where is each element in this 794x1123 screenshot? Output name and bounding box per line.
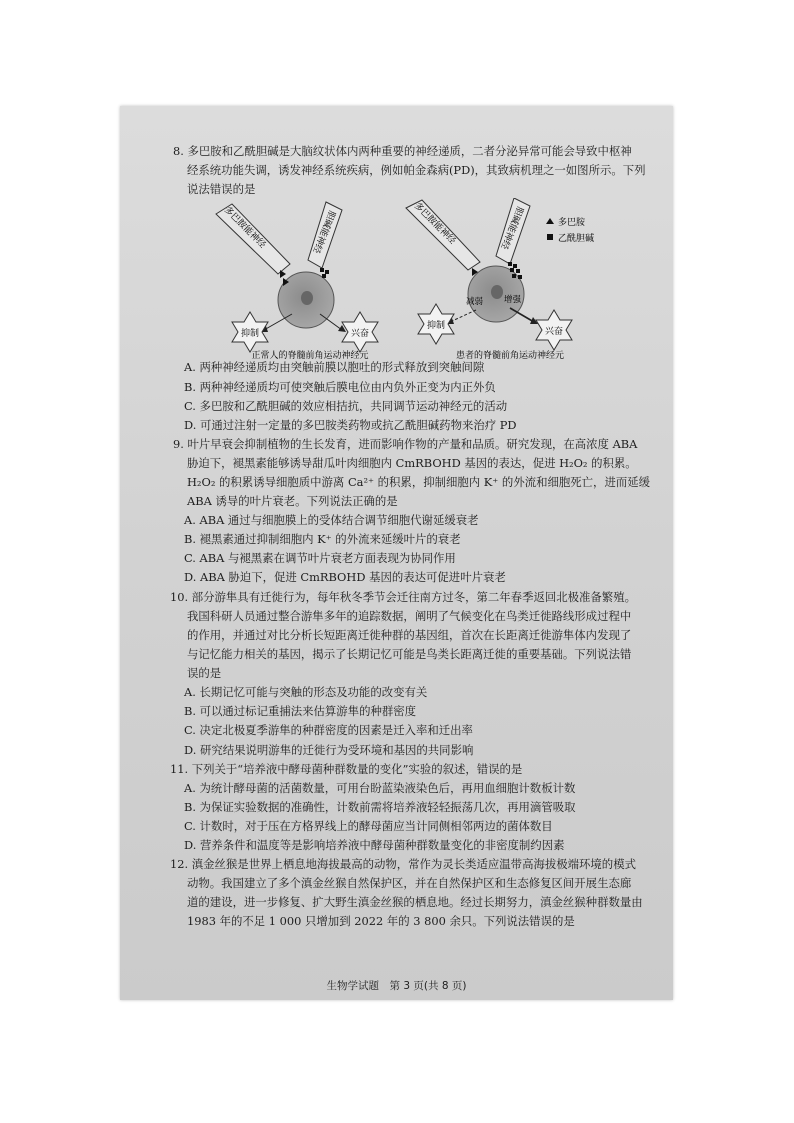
q9-stem-line-4: ABA 诱导的叶片衰老。下列说法正确的是: [187, 494, 398, 508]
label-ach-nerve-right: 胆碱能神经: [498, 204, 525, 251]
synapse-diagram: [210, 198, 630, 360]
caption-patient: 患者的脊髓前角运动神经元: [455, 351, 565, 360]
q8-stem-line-3: 说法错误的是: [187, 182, 256, 196]
normal-panel: [216, 202, 378, 360]
q10-option-d: D. 研究结果说明游隼的迁徙行为受环境和基因的共同影响: [184, 743, 474, 757]
label-dopamine-nerve-right: 多巴胺能神经: [411, 201, 458, 247]
label-inhibit-right: 抑制: [426, 321, 446, 331]
legend-ach-icon: [547, 234, 553, 240]
ach-mark: [508, 262, 512, 266]
caption-normal: 正常人的脊髓前角运动神经元: [251, 351, 369, 360]
ach-mark: [325, 270, 329, 274]
page-footer: 生物学试题 第 3 页(共 8 页): [326, 980, 467, 992]
q12-stem-line-1: 12. 滇金丝猴是世界上栖息地海拔最高的动物，常作为灵长类适应温带高海拔极端环境的模式: [170, 857, 636, 871]
nucleus-right: [491, 285, 503, 299]
nucleus-left: [301, 291, 313, 305]
q9-option-a: A. ABA 通过与细胞膜上的受体结合调节细胞代谢延缓衰老: [184, 513, 479, 527]
q9-stem-line-2: 胁迫下，褪黑素能够诱导甜瓜叶肉细胞内 CmRBOHD 基因的表达，促进 H₂O₂ 的积累。: [187, 456, 637, 470]
q8-option-b: B. 两种神经递质均可使突触后膜电位由内负外正变为内正外负: [184, 380, 496, 394]
q11-stem-line-1: 11. 下列关于“培养液中酵母菌种群数量的变化”实验的叙述，错误的是: [170, 762, 523, 776]
q8-option-c: C. 多巴胺和乙酰胆碱的效应相拮抗，共同调节运动神经元的活动: [184, 399, 508, 413]
legend-dopamine-label: 多巴胺: [558, 218, 586, 228]
q10-stem-line-5: 误的是: [187, 666, 222, 680]
label-ach-nerve-left: 胆碱能神经: [310, 208, 337, 255]
legend: [546, 216, 594, 244]
q11-option-c: C. 计数时，对于压在方格界线上的酵母菌应当计同侧相邻两边的菌体数目: [184, 819, 553, 833]
label-weaken: 减弱: [466, 297, 484, 307]
label-inhibit-left: 抑制: [240, 329, 260, 339]
q12-stem-line-4: 1983 年的不足 1 000 只增加到 2022 年的 3 800 余只。下列说法错误的是: [187, 914, 575, 928]
q9-option-d: D. ABA 胁迫下，促进 CmRBOHD 基因的表达可促进叶片衰老: [184, 570, 506, 584]
ach-mark: [518, 275, 522, 279]
exam-page: [120, 106, 673, 1000]
patient-panel: [406, 198, 572, 360]
q10-stem-line-4: 与记忆能力相关的基因，揭示了长期记忆可能是鸟类长距离迁徙的重要基础。下列说法错: [187, 647, 632, 661]
label-excite-right: 兴奋: [544, 327, 564, 337]
label-excite-left: 兴奋: [350, 329, 370, 339]
q8-stem-line-2: 经系统功能失调，诱发神经系统疾病，例如帕金森病(PD)，其致病机理之一如图所示。下列: [187, 163, 646, 177]
ach-mark: [516, 269, 520, 273]
q10-stem-line-1: 10. 部分游隼具有迁徙行为，每年秋冬季节会迁往南方过冬，第二年春季返回北极准备繁殖。: [170, 590, 636, 604]
q10-stem-line-2: 我国科研人员通过整合游隼多年的追踪数据，阐明了气候变化在鸟类迁徙路线形成过程中: [187, 609, 632, 623]
ach-mark: [510, 268, 514, 272]
ach-mark: [322, 274, 326, 278]
ach-mark: [320, 268, 324, 272]
ach-mark: [513, 264, 517, 268]
q9-stem-line-1: 9. 叶片早衰会抑制植物的生长发育，进而影响作物的产量和品质。研究发现，在高浓度 ABA: [173, 437, 638, 451]
q9-option-c: C. ABA 与褪黑素在调节叶片衰老方面表现为协同作用: [184, 551, 456, 565]
legend-ach-label: 乙酰胆碱: [558, 234, 595, 244]
q10-stem-line-3: 的作用，并通过对比分析长短距离迁徙种群的基因组，首次在长距离迁徙游隼体内发现了: [187, 628, 632, 642]
q11-option-b: B. 为保证实验数据的准确性，计数前需将培养液轻轻振荡几次，再用滴管吸取: [184, 800, 576, 814]
q11-option-d: D. 营养条件和温度等是影响培养液中酵母菌种群数量变化的非密度制约因素: [184, 838, 565, 852]
q8-stem-line-1: 8. 多巴胺和乙酰胆碱是大脑纹状体内两种重要的神经递质，二者分泌异常可能会导致中枢神: [173, 144, 632, 158]
ach-mark: [512, 274, 516, 278]
q8-option-a: A. 两种神经递质均由突触前膜以胞吐的形式释放到突触间隙: [184, 360, 485, 374]
q10-option-a: A. 长期记忆可能与突触的形态及功能的改变有关: [184, 685, 428, 699]
q10-option-b: B. 可以通过标记重捕法来估算游隼的种群密度: [184, 704, 417, 718]
q11-option-a: A. 为统计酵母菌的活菌数量，可用台盼蓝染液染色后，再用血细胞计数板计数: [184, 781, 576, 795]
label-strengthen: 增强: [504, 295, 522, 305]
q12-stem-line-2: 动物。我国建立了多个滇金丝猴自然保护区，并在自然保护区和生态修复区间开展生态廊: [187, 876, 632, 890]
dopamine-mark: [280, 270, 286, 278]
q12-stem-line-3: 道的建设，进一步修复、扩大野生滇金丝猴的栖息地。经过长期努力，滇金丝猴种群数量由: [187, 895, 643, 909]
legend-dopamine-icon: [546, 218, 554, 224]
label-dopamine-nerve-left: 多巴胺能神经: [221, 205, 268, 251]
q10-option-c: C. 决定北极夏季游隼的种群密度的因素是迁入率和迁出率: [184, 723, 473, 737]
q9-option-b: B. 褪黑素通过抑制细胞内 K⁺ 的外流来延缓叶片的衰老: [184, 532, 461, 546]
q9-stem-line-3: H₂O₂ 的积累诱导细胞质中游离 Ca²⁺ 的积累，抑制细胞内 K⁺ 的外流和细胞死亡，进而延缓: [187, 475, 651, 489]
q8-option-d: D. 可通过注射一定量的多巴胺类药物或抗乙酰胆碱药物来治疗 PD: [184, 418, 517, 432]
